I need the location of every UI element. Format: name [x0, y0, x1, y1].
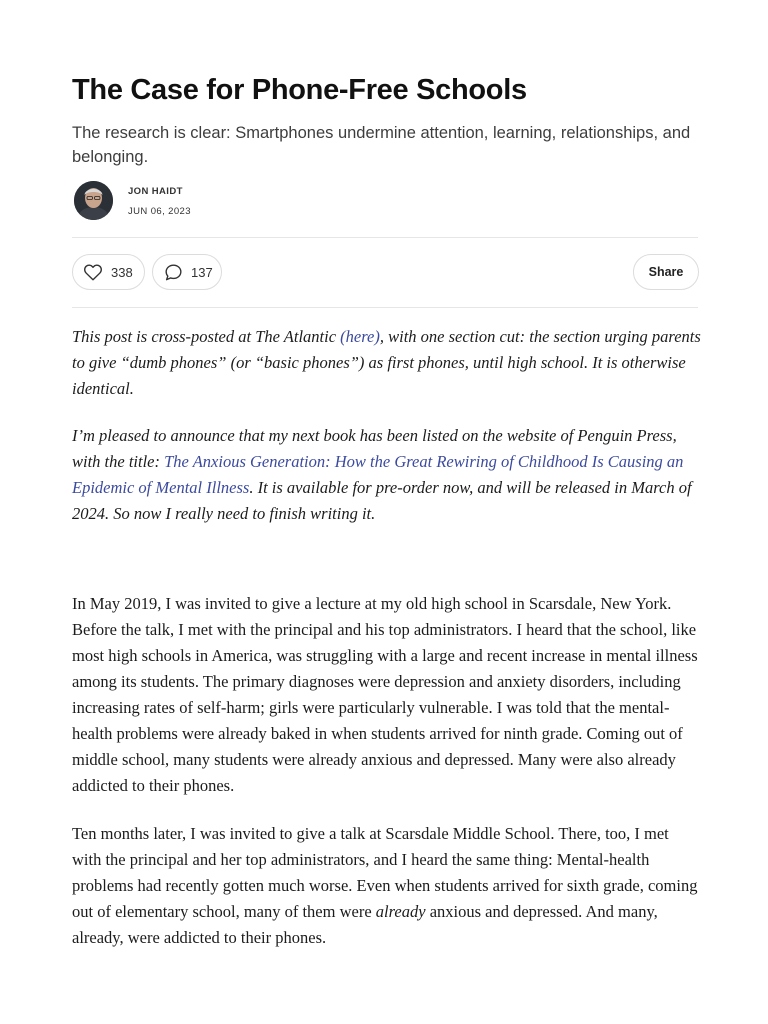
publish-date: JUN 06, 2023 — [128, 206, 191, 217]
crosspost-note — [72, 324, 702, 402]
atlantic-link[interactable]: (here) — [340, 327, 380, 346]
divider-top — [72, 237, 698, 238]
comment-button[interactable] — [152, 254, 222, 290]
divider-bottom — [72, 307, 698, 308]
like-button[interactable] — [72, 254, 145, 290]
comment-count: 137 — [191, 264, 213, 280]
crosspost-text: This post is cross-posted at The Atlantic — [72, 327, 341, 346]
author-name[interactable]: JON HAIDT — [128, 186, 183, 197]
article-title: The Case for Phone-Free Schools — [72, 74, 527, 106]
announcement-text-after: . It is available for pre-order now, and will be released in March of 2024. So now I really need to finish writing it. — [72, 478, 692, 523]
paragraph-text-after: anxious and depressed. And many, already, were addicted to their phones. — [72, 902, 658, 947]
comment-bubble-icon — [164, 263, 183, 282]
like-count: 338 — [111, 264, 133, 280]
body-paragraph: In May 2019, I was invited to give a lecture at my old high school in Scarsdale, New York. Before the talk, I met with the principal and his top administrators. I heard that the school, like most high schools in America, was struggling with a large and recent increase in mental illness among its students. The primary diagnoses were depression and anxiety disorders, including increasing rates of self-harm; girls were particularly vulnerable. I was told that the mental- health problems were already baked in when students arrived for ninth grade. Coming out of middle school, many students were already anxious and depressed. Many were also already addicted to their phones. — [72, 594, 698, 795]
crosspost-text-after: , with one section cut: the section urging parents to give “dumb phones” (or “basic phones”) as first phones, until high school. It is otherwise identical. — [72, 327, 701, 398]
announcement-text: I’m pleased to announce that my next book has been listed on the website of Penguin Press, with the title: — [72, 426, 677, 471]
emphasis-text: already — [375, 902, 426, 921]
share-label: Share — [648, 265, 684, 279]
book-announcement — [72, 423, 702, 527]
article-subtitle: The research is clear: Smartphones undermine attention, learning, relationships, and belonging. — [72, 124, 691, 166]
heart-icon — [83, 263, 103, 281]
author-avatar[interactable] — [74, 181, 113, 220]
paragraph-text: Ten months later, I was invited to give a talk at Scarsdale Middle School. There, too, I met with the principal and her top administrators, and I heard the same thing: Mental-health problems had recently gotten much worse. Even when students arrived for sixth grade, coming out of elementary school, many of them were — [72, 824, 698, 921]
body-paragraph — [72, 821, 702, 951]
book-link[interactable]: The Anxious Generation: How the Great Rewiring of Childhood Is Causing an Epidemic of Mental Illness — [72, 452, 684, 497]
share-button[interactable] — [633, 254, 699, 290]
